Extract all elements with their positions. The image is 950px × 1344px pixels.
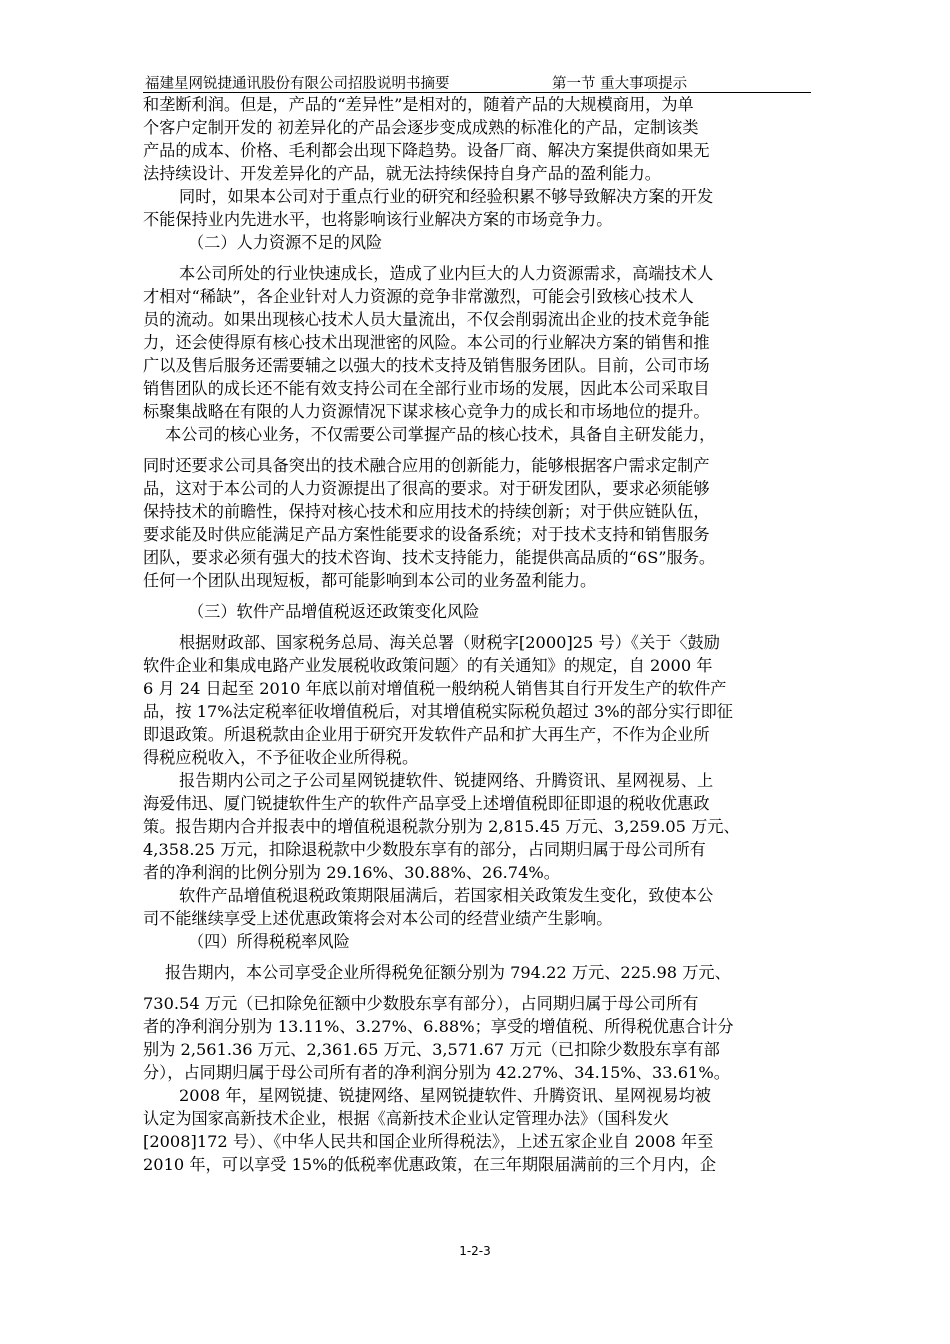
text-line: 根据财政部、国家税务总局、海关总署（财税字[2000]25 号）《关于〈鼓励 (179, 633, 720, 652)
section-heading: （二）人力资源不足的风险 (188, 233, 383, 252)
text-line: 力，还会使得原有核心技术出现泄密的风险。本公司的行业解决方案的销售和推 (143, 333, 710, 352)
text-line: 不能保持业内先进水平，也将影响该行业解决方案的市场竞争力。 (143, 210, 613, 229)
text-line: 和垄断利润。但是，产品的“差异性”是相对的，随着产品的大规模商用，为单 (143, 95, 694, 114)
text-line: 销售团队的成长还不能有效支持公司在全部行业市场的发展，因此本公司采取目 (143, 379, 710, 398)
text-line: 2008 年，星网锐捷、锐捷网络、星网锐捷软件、升腾资讯、星网视易均被 (179, 1086, 711, 1105)
text-line: 任何一个团队出现短板，都可能影响到本公司的业务盈利能力。 (143, 571, 597, 590)
text-line: 同时，如果本公司对于重点行业的研究和经验积累不够导致解决方案的开发 (179, 187, 714, 206)
text-line: 软件产品增值税退税政策期限届满后，若国家相关政策发生变化，致使本公 (179, 886, 714, 905)
text-line: 法持续设计、开发差异化的产品，就无法持续保持自身产品的盈利能力。 (143, 164, 661, 183)
text-line: 软件企业和集成电路产业发展税收政策问题〉的有关通知》的规定，自 2000 年 (143, 656, 713, 675)
text-line: 认定为国家高新技术企业，根据《高新技术企业认定管理办法》（国科发火 (143, 1109, 670, 1128)
text-line: 730.54 万元（已扣除免征额中少数股东享有部分），占同期归属于母公司所有 (143, 994, 699, 1013)
text-line: 要求能及时供应能满足产品方案性能要求的设备系统；对于技术支持和销售服务 (143, 525, 710, 544)
header-section-title: 第一节 重大事项提示 (552, 76, 688, 92)
text-line: 报告期内，本公司享受企业所得税免征额分别为 794.22 万元、225.98 万元、 (165, 963, 731, 982)
text-line: 标聚集战略在有限的人力资源情况下谋求核心竞争力的成长和市场地位的提升。 (143, 402, 710, 421)
text-line: 产品的成本、价格、毛利都会出现下降趋势。设备厂商、解决方案提供商如果无 (143, 141, 710, 160)
text-line: 本公司的核心业务，不仅需要公司掌握产品的核心技术，具备自主研发能力， (165, 425, 716, 444)
page-header (143, 70, 811, 93)
text-line: 6 月 24 日起至 2010 年底以前对增值税一般纳税人销售其自行开发生产的软件产 (143, 679, 727, 698)
section-heading: （三）软件产品增值税返还政策变化风险 (188, 602, 480, 621)
header-document-title: 福建星网锐捷通讯股份有限公司招股说明书摘要 (145, 76, 450, 92)
document-body (143, 93, 811, 1176)
text-line: 即退政策。所退税款由企业用于研究开发软件产品和扩大再生产，不作为企业所 (143, 725, 710, 744)
text-line: 个客户定制开发的 初差异化的产品会逐步变成成熟的标准化的产品，定制该类 (143, 118, 699, 137)
text-line: 司不能继续享受上述优惠政策将会对本公司的经营业绩产生影响。 (143, 909, 613, 928)
text-line: 别为 2,561.36 万元、2,361.65 万元、3,571.67 万元（已扣除少数股东享有部 (143, 1040, 720, 1059)
text-line: 报告期内公司之子公司星网锐捷软件、锐捷网络、升腾资讯、星网视易、上 (179, 771, 714, 790)
text-line: 者的净利润分别为 13.11%、3.27%、6.88%；享受的增值税、所得税优惠合计分 (143, 1017, 734, 1036)
text-line: 团队，要求必须有强大的技术咨询、技术支持能力，能提供高品质的“6S”服务。 (143, 548, 716, 567)
text-line: 品，按 17%法定税率征收增值税后，对其增值税实际税负超过 3%的部分实行即征 (143, 702, 733, 721)
text-line: 分），占同期归属于母公司所有者的净利润分别为 42.27%、34.15%、33.61%。 (143, 1063, 730, 1082)
text-line: 同时还要求公司具备突出的技术融合应用的创新能力，能够根据客户需求定制产 (143, 456, 710, 475)
text-line: 策。报告期内合并报表中的增值税退税款分别为 2,815.45 万元、3,259.05 万元、 (143, 817, 740, 836)
text-line: 才相对“稀缺”，各企业针对人力资源的竞争非常激烈，可能会引致核心技术人 (143, 287, 694, 306)
text-line: 本公司所处的行业快速成长，造成了业内巨大的人力资源需求，高端技术人 (179, 264, 714, 283)
text-line: 2010 年，可以享受 15%的低税率优惠政策，在三年期限届满前的三个月内，企 (143, 1155, 717, 1174)
text-line: 海爱伟迅、厦门锐捷软件生产的软件产品享受上述增值税即征即退的税收优惠政 (143, 794, 710, 813)
text-line: 保持技术的前瞻性，保持对核心技术和应用技术的持续创新；对于供应链队伍， (143, 502, 710, 521)
text-line: 得税应税收入，不予征收企业所得税。 (143, 748, 419, 767)
text-line: 广以及售后服务还需要辅之以强大的技术支持及销售服务团队。目前，公司市场 (143, 356, 710, 375)
text-line: 者的净利润的比例分别为 29.16%、30.88%、26.74%。 (143, 863, 560, 882)
text-line: 4,358.25 万元，扣除退税款中少数股东享有的部分，占同期归属于母公司所有 (143, 840, 706, 859)
text-line: 员的流动。如果出现核心技术人员大量流出，不仅会削弱流出企业的技术竞争能 (143, 310, 710, 329)
page-number: 1-2-3 (459, 1244, 491, 1258)
text-line: [2008]172 号）、《中华人民共和国企业所得税法》，上述五家企业自 2008 年至 (143, 1132, 714, 1151)
section-heading: （四）所得税税率风险 (188, 932, 350, 951)
text-line: 品，这对于本公司的人力资源提出了很高的要求。对于研发团队，要求必须能够 (143, 479, 710, 498)
